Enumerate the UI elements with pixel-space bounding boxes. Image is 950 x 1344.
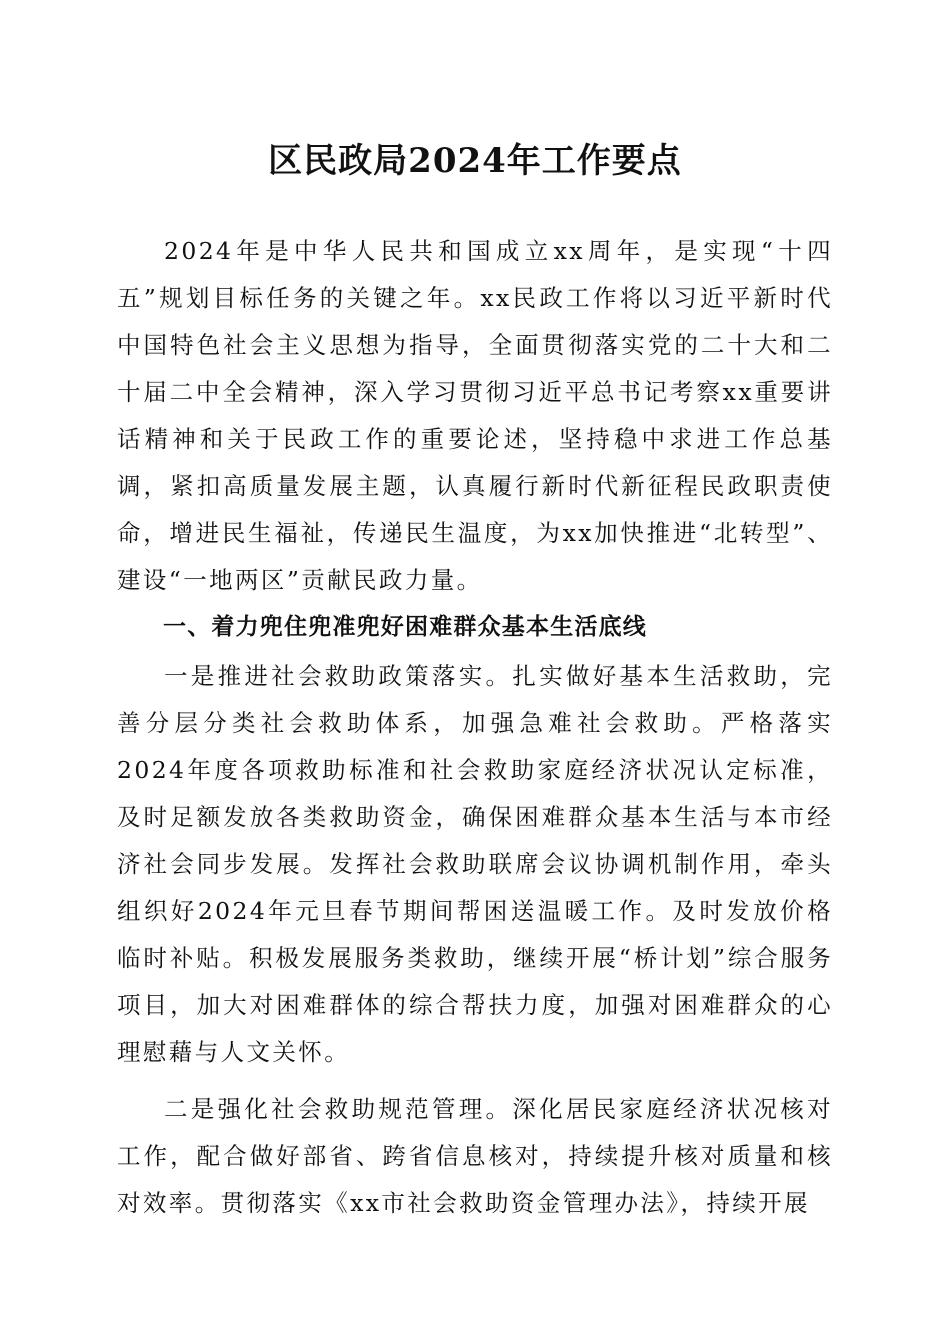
section-item-1 (117, 653, 833, 1076)
document-title: 区民政局2024年工作要点 (268, 141, 682, 181)
item-1-text: 扎实做好基本生活救助，完善分层分类社会救助体系，加强急难社会救助。严格落实2024年度各项救助标准和社会救助家庭经济状况认定标准，及时足额发放各类救助资金，确保困难群众基本生活与本市经济社会同步发展。发挥社会救助联席会议协调机制作用，牵头组织好2024年元旦春节期间帮困送温暖工作。及时发放价格临时补贴。积极发展服务类救助，继续开展“桥计划”综合服务项目，加大对困难群体的综合帮扶力度，加强对困难群众的心理慰藉与人文关怀。 (117, 662, 833, 1066)
item-2-text: 深化居民家庭经济状况核对工作，配合做好部省、跨省信息核对，持续提升核对质量和核对效率。贯彻落实《xx市社会救助资金管理办法》，持续开展 (117, 1095, 833, 1217)
item-1-lead: 一是推进社会救助政策落实。 (164, 662, 513, 690)
section-heading: 一、着力兜住兜准兜好困难群众基本生活底线 (163, 614, 647, 640)
item-2-lead: 二是强化社会救助规范管理。 (164, 1095, 513, 1123)
intro-paragraph: 2024年是中华人民共和国成立xx周年，是实现“十四五”规划目标任务的关键之年。xx民政工作将以习近平新时代中国特色社会主义思想为指导，全面贯彻落实党的二十大和二十届二中全会精神，深入学习贯彻习近平总书记考察xx重要讲话精神和关于民政工作的重要论述，坚持稳中求进工作总基调，紧扣高质量发展主题，认真履行新时代新征程民政职责使命，增进民生福祉，传递民生温度，为xx加快推进“北转型”、建设“一地两区”贡献民政力量。 (117, 237, 833, 594)
section-item-2 (117, 1086, 833, 1227)
document-body (117, 228, 833, 1227)
